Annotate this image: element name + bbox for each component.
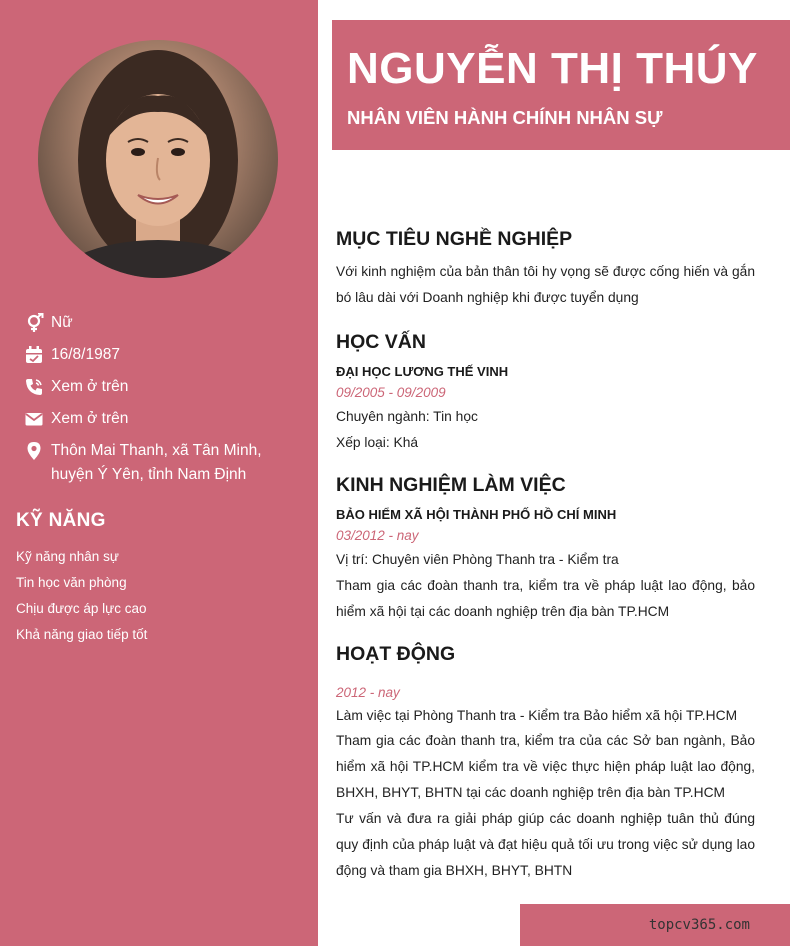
education-section (336, 331, 755, 456)
activity-item: Tư vấn và đưa ra giải pháp giúp các doanh nghiệp tuân thủ đúng quy định của pháp luật và đạt hiệu quả tối ưu trong việc sử dụng lao động và tham gia BHXH, BHYT, BHTN (336, 811, 755, 878)
calendar-icon (24, 345, 44, 365)
contact-email (24, 407, 304, 431)
education-major: Chuyên ngành: Tin học (336, 409, 478, 424)
avatar (38, 40, 278, 278)
email-text: Xem ở trên (51, 410, 129, 427)
education-period: 09/2005 - 09/2009 (336, 385, 446, 400)
candidate-name: NGUYỄN THỊ THÚY (347, 44, 758, 93)
address-line-1: Thôn Mai Thanh, xã Tân Minh, (51, 442, 262, 459)
activity-item: Tham gia các đoàn thanh tra, kiểm tra của các Sở ban ngành, Bảo hiểm xã hội TP.HCM kiểm tra về việc thực hiện pháp luật lao động, BHXH, BHYT, BHTN tại các doanh nghiệp trên địa bàn TP.HCM (336, 733, 755, 800)
gender-icon (24, 313, 44, 333)
education-grade: Xếp loại: Khá (336, 435, 419, 450)
contact-dob (24, 343, 304, 367)
name-header (332, 20, 790, 150)
school-name: ĐẠI HỌC LƯƠNG THẾ VINH (336, 364, 509, 379)
contact-address (24, 439, 304, 487)
skill-item: Khả năng giao tiếp tốt (16, 627, 148, 642)
phone-icon (24, 377, 44, 397)
experience-position: Vị trí: Chuyên viên Phòng Thanh tra - Kiểm tra (336, 552, 619, 567)
contact-info (24, 311, 304, 495)
activity-item: Làm việc tại Phòng Thanh tra - Kiểm tra Bảo hiểm xã hội TP.HCM (336, 708, 738, 723)
skill-item: Tin học văn phòng (16, 575, 127, 590)
footer-watermark-bar (520, 904, 790, 946)
company-name: BẢO HIỂM XÃ HỘI THÀNH PHỐ HỒ CHÍ MINH (336, 507, 617, 522)
objective-section (336, 228, 755, 311)
skills-list (16, 544, 147, 648)
gender-text: Nữ (51, 314, 73, 331)
skills-heading: KỸ NĂNG (16, 510, 106, 531)
experience-description: Tham gia các đoàn thanh tra, kiểm tra về pháp luật lao động, bảo hiểm xã hội tại các doanh nghiệp trên địa bàn TP.HCM (336, 578, 755, 619)
address-text (51, 439, 262, 487)
activities-period: 2012 - nay (336, 685, 400, 700)
objective-heading: MỤC TIÊU NGHỀ NGHIỆP (336, 228, 573, 250)
education-heading: HỌC VẤN (336, 331, 426, 353)
dob-text: 16/8/1987 (51, 346, 120, 363)
phone-text: Xem ở trên (51, 378, 129, 395)
address-line-2: huyện Ý Yên, tỉnh Nam Định (51, 466, 247, 483)
sidebar (0, 0, 318, 946)
experience-section (336, 474, 755, 625)
contact-gender (24, 311, 304, 335)
portrait-photo (38, 40, 278, 278)
skill-item: Kỹ năng nhân sự (16, 549, 119, 564)
experience-period: 03/2012 - nay (336, 528, 419, 543)
contact-phone (24, 375, 304, 399)
activities-section (336, 643, 755, 884)
job-title: NHÂN VIÊN HÀNH CHÍNH NHÂN SỰ (347, 107, 663, 128)
watermark-text: topcv365.com (648, 917, 750, 933)
skill-item: Chịu được áp lực cao (16, 601, 147, 616)
location-pin-icon (24, 441, 44, 461)
envelope-icon (24, 409, 44, 429)
main-content (336, 228, 755, 884)
objective-text: Với kinh nghiệm của bản thân tôi hy vọng sẽ được cống hiến và gắn bó lâu dài với Doanh nghiệp khi được tuyển dụng (336, 264, 755, 305)
experience-heading: KINH NGHIỆM LÀM VIỆC (336, 474, 566, 496)
activities-heading: HOẠT ĐỘNG (336, 643, 456, 665)
